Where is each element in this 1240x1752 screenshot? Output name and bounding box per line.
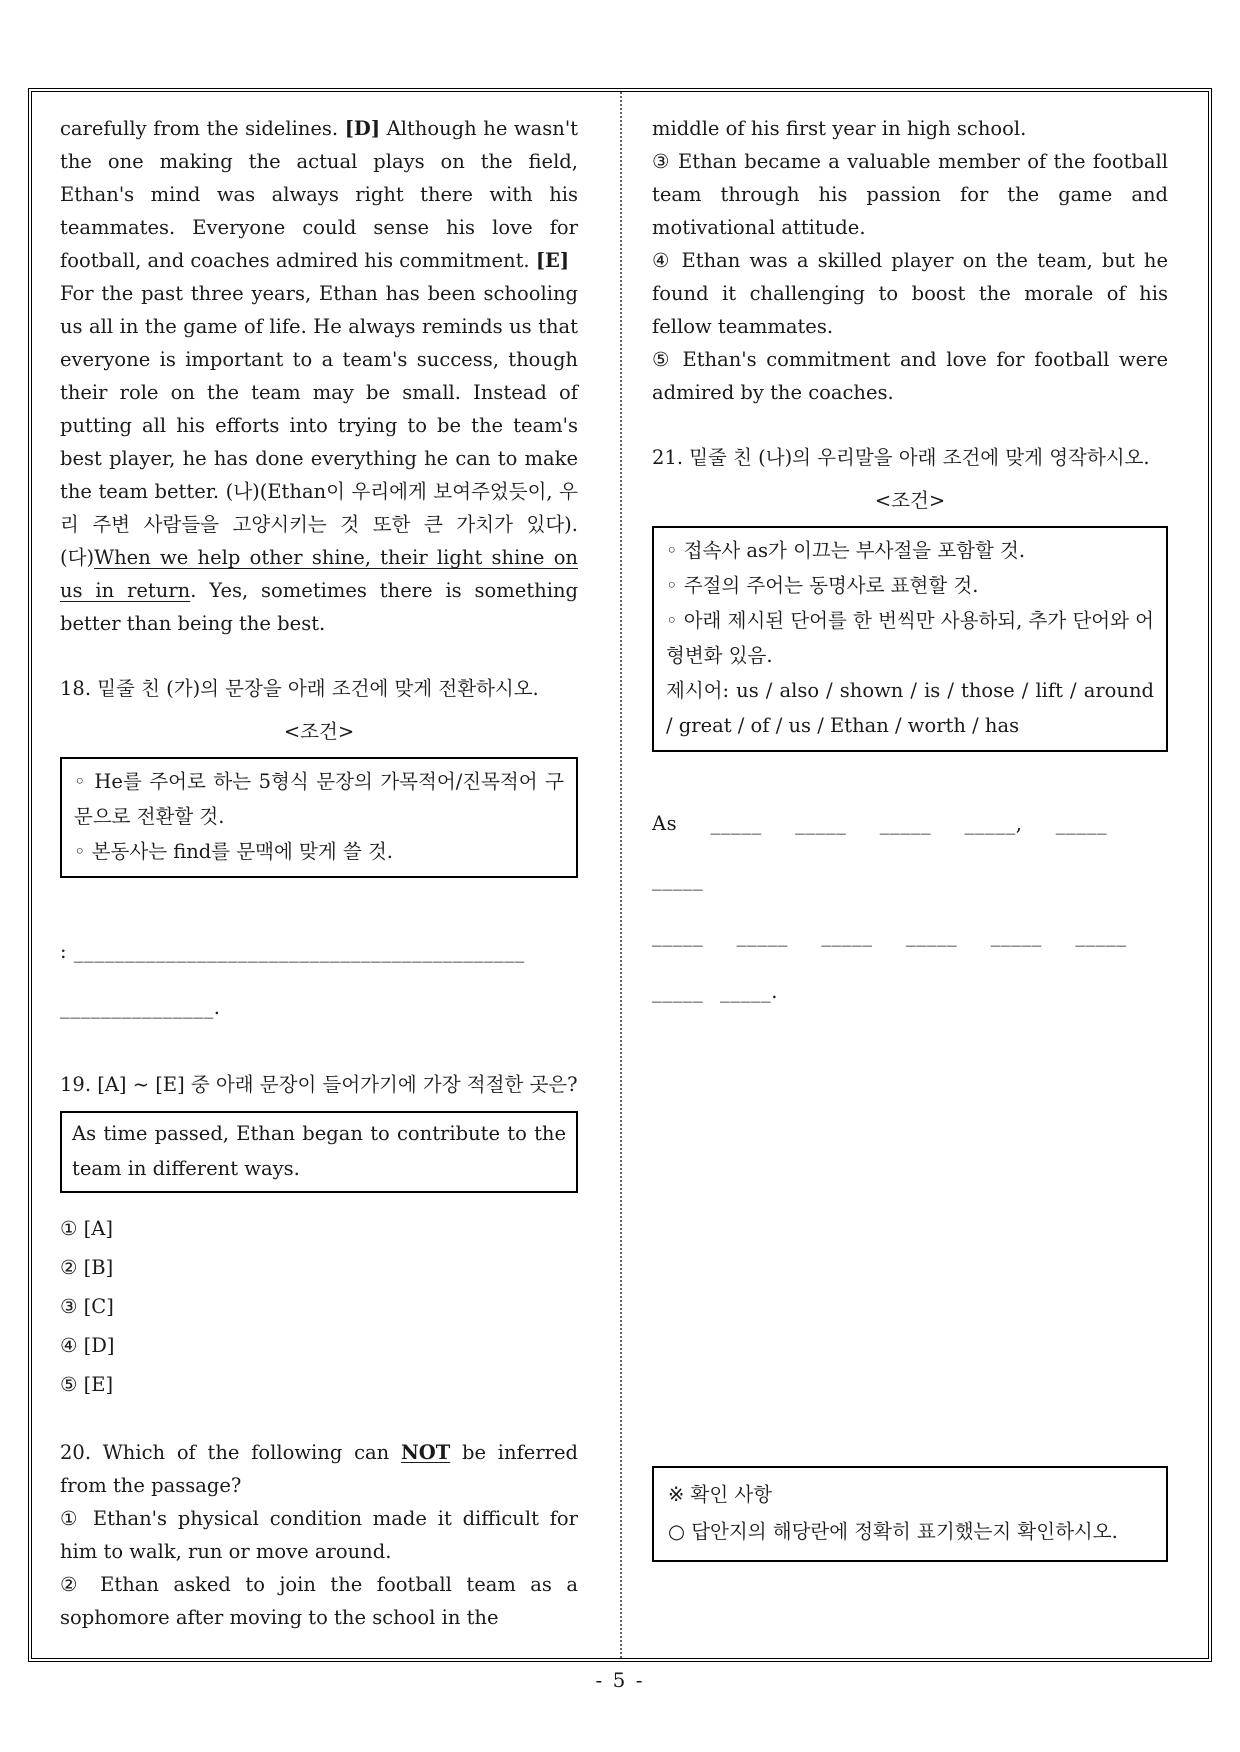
q19-sentence-box <box>60 1111 578 1193</box>
q21-answer-line-2: _____ _____ _____ _____ _____ _____ <box>652 924 1127 947</box>
q21-condition-item-2: ◦ 주절의 주어는 동명사로 표현할 것. <box>666 574 979 597</box>
notice-item: ○ 답안지의 해당란에 정확히 표기했는지 확인하시오. <box>668 1520 1118 1543</box>
marker-e: [E] <box>535 249 570 272</box>
underlined-sentence: When we help other shine, their light shine on us in return <box>60 546 578 602</box>
q20-title-text-1: 20. Which of the following can <box>60 1441 401 1464</box>
page-frame <box>28 88 1212 1662</box>
q18-answer-line-2: _______________. <box>60 996 221 1019</box>
passage-text-2: Although he wasn't the one making the actual plays on the field, Ethan's mind was always right there with his teammates. Everyone could sense his love for football, and coaches admired his commitment. <box>60 117 579 272</box>
q20-choice-1: ① Ethan's physical condition made it difficult for him to walk, run or move around. <box>60 1507 578 1563</box>
q21-condition-item-3: ◦ 아래 제시된 단어를 한 번씩만 사용하되, 추가 단어와 어형변화 있음. <box>666 609 1154 667</box>
q21-title: 21. 밑줄 친 (나)의 우리말을 아래 조건에 맞게 영작하시오. <box>652 446 1150 469</box>
q19-title: 19. [A] ~ [E] 중 아래 문장이 들어가기에 가장 적절한 곳은? <box>60 1073 578 1096</box>
q20-title-text-2: be inferred from the passage? <box>60 1441 578 1497</box>
q19-choice-1: ① [A] <box>60 1217 113 1240</box>
q19-box-sentence: As time passed, Ethan began to contribute to the team in different ways. <box>72 1122 566 1180</box>
q18-condition-item-2: ◦ 본동사는 find를 문맥에 맞게 쓸 것. <box>74 840 393 863</box>
marker-d: [D] <box>344 117 381 140</box>
q18-answer-line-1: : ____________________________________________ <box>60 940 525 963</box>
q21-condition-label: <조건> <box>874 489 946 512</box>
q18-condition-item-1: ◦ He를 주어로 하는 5형식 문장의 가목적어/진목적어 구문으로 전환할 것. <box>74 770 564 828</box>
q21-answer-blanks-1: _____ _____ _____ _____, _____ _____ <box>652 812 1141 891</box>
q21-condition-item-1: ◦ 접속사 as가 이끄는 부사절을 포함할 것. <box>666 539 1026 562</box>
q20-choice-3: ③ Ethan became a valuable member of the football team through his passion for the game and motivational attitude. <box>652 150 1168 239</box>
q18-condition-label: <조건> <box>283 720 355 743</box>
passage-text-1: carefully from the sidelines. <box>60 117 345 140</box>
page-number: - 5 - <box>595 1668 645 1692</box>
q20-choice-5: ⑤ Ethan's commitment and love for football were admired by the coaches. <box>652 348 1168 404</box>
q21-answer-line-1 <box>652 796 1168 908</box>
q20-choice-4: ④ Ethan was a skilled player on the team, but he found it challenging to boost the morale of his fellow teammates. <box>652 249 1168 338</box>
not-keyword: NOT <box>400 1441 451 1464</box>
q18-condition-box <box>60 757 578 878</box>
q21-answer-line-3: _____ _____. <box>652 980 778 1003</box>
q20-title <box>60 1436 578 1502</box>
q19-choice-3: ③ [C] <box>60 1295 114 1318</box>
q19-choice-4: ④ [D] <box>60 1334 115 1357</box>
q20-choice-2-cont: middle of his first year in high school. <box>652 117 1027 140</box>
q19-choice-2: ② [B] <box>60 1256 114 1279</box>
q19-choice-5: ⑤ [E] <box>60 1373 114 1396</box>
q21-condition-box <box>652 526 1168 752</box>
column-left <box>32 92 622 1658</box>
q20-choice-2: ② Ethan asked to join the football team as a sophomore after moving to the school in the <box>60 1573 578 1629</box>
q21-answer-area <box>652 796 1168 1020</box>
passage <box>60 112 578 640</box>
column-right <box>622 92 1208 1658</box>
passage-text-3: For the past three years, Ethan has been schooling us all in the game of life. He always reminds us that everyone is important to a team's success, though their role on the team may be small. Instead of putting all his efforts into trying to be the team's best player, he has done everything he can to make the team better. (나)(Ethan이 우리에게 보여주었듯이, 우리 주변 사람들을 고양시키는 것 또한 큰 가치가 있다). (다) <box>60 282 578 569</box>
q21-as-label: As <box>652 812 678 835</box>
q19-choices <box>60 1209 578 1404</box>
passage-text-4: . Yes, sometimes there is something better than being the best. <box>60 579 578 635</box>
q18-title: 18. 밑줄 친 (가)의 문장을 아래 조건에 맞게 전환하시오. <box>60 677 539 700</box>
notice-title: ※ 확인 사항 <box>668 1483 773 1506</box>
notice-box <box>652 1466 1168 1562</box>
q18-answer-area <box>60 924 578 1036</box>
q21-given-words: 제시어: us / also / shown / is / those / lift / around / great / of / us / Ethan / worth / has <box>666 679 1154 737</box>
